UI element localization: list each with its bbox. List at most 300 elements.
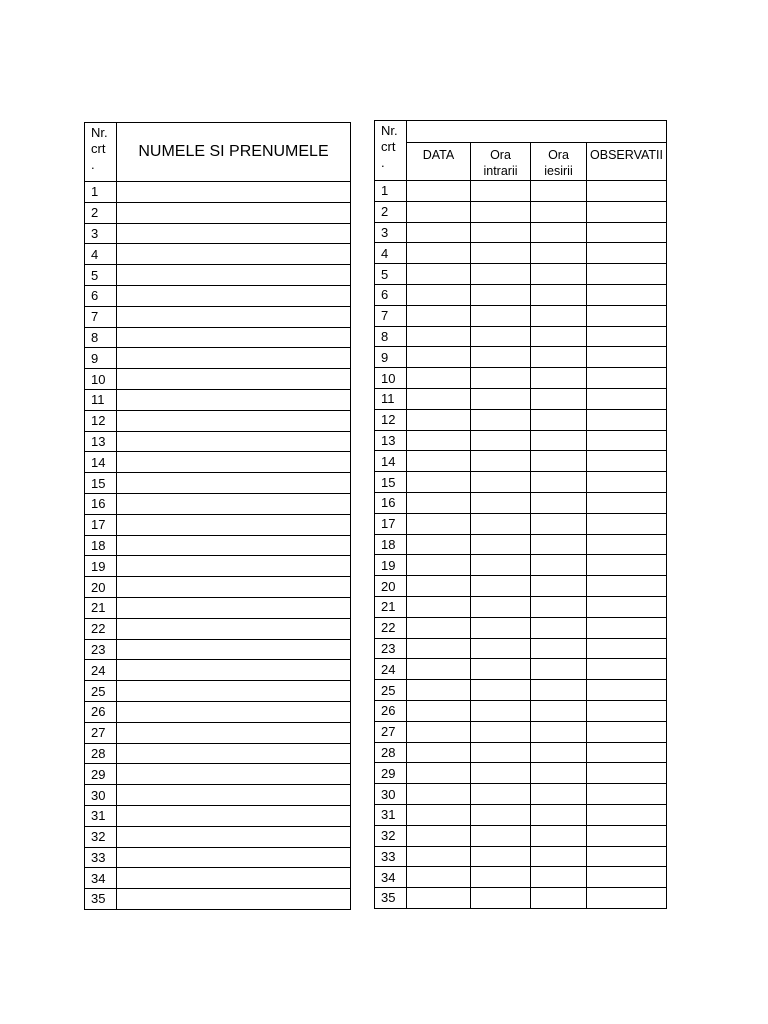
exit-time-cell[interactable] [531,388,587,409]
observations-cell[interactable] [587,409,667,430]
table-row [375,368,667,389]
table-row [85,473,351,494]
row-number: 31 [85,805,117,826]
table-row [375,534,667,555]
row-number: 32 [85,826,117,847]
date-cell[interactable] [407,368,471,389]
row-number: 20 [375,576,407,597]
name-cell[interactable] [117,182,351,203]
name-cell[interactable] [117,660,351,681]
row-number: 5 [85,265,117,286]
row-number: 24 [375,659,407,680]
observations-cell[interactable] [587,347,667,368]
entry-time-cell[interactable] [471,181,531,202]
exit-time-cell[interactable] [531,409,587,430]
exit-time-cell[interactable] [531,846,587,867]
row-number: 1 [375,181,407,202]
exit-time-cell[interactable] [531,347,587,368]
name-cell[interactable] [117,743,351,764]
date-cell[interactable] [407,181,471,202]
name-cell[interactable] [117,410,351,431]
name-cell[interactable] [117,764,351,785]
table-row [85,639,351,660]
date-cell[interactable] [407,430,471,451]
entry-time-cell[interactable] [471,513,531,534]
table-row [375,201,667,222]
row-number: 21 [375,596,407,617]
observations-cell[interactable] [587,492,667,513]
row-number: 27 [375,721,407,742]
table-row [85,202,351,223]
exit-time-cell[interactable] [531,617,587,638]
observations-cell[interactable] [587,638,667,659]
row-number: 13 [85,431,117,452]
name-cell[interactable] [117,681,351,702]
nr-crt-header-line: Nr. [91,125,108,140]
table-row [85,805,351,826]
table-row [85,306,351,327]
table-row [85,431,351,452]
row-number: 4 [375,243,407,264]
table-row [375,305,667,326]
date-cell[interactable] [407,867,471,888]
name-cell[interactable] [117,265,351,286]
entry-time-cell[interactable] [471,659,531,680]
exit-time-cell[interactable] [531,784,587,805]
row-number: 17 [85,514,117,535]
table-row [375,596,667,617]
exit-time-cell[interactable] [531,867,587,888]
table-row [375,576,667,597]
nr-crt-header [375,121,407,181]
row-number: 33 [85,847,117,868]
date-cell[interactable] [407,804,471,825]
row-number: 19 [375,555,407,576]
table-row [375,492,667,513]
name-cell[interactable] [117,868,351,889]
name-cell[interactable] [117,493,351,514]
table-row [85,244,351,265]
table-row [375,784,667,805]
entry-time-cell[interactable] [471,596,531,617]
table-row [375,555,667,576]
table-row [375,846,667,867]
row-number: 29 [375,763,407,784]
entry-time-cell[interactable] [471,243,531,264]
table-row [85,182,351,203]
exit-time-cell[interactable] [531,305,587,326]
exit-time-cell[interactable] [531,596,587,617]
table-row [375,388,667,409]
table-row [85,452,351,473]
exit-time-cell[interactable] [531,513,587,534]
date-cell[interactable] [407,243,471,264]
date-cell[interactable] [407,721,471,742]
name-cell[interactable] [117,389,351,410]
table-row [375,243,667,264]
exit-time-cell[interactable] [531,659,587,680]
exit-time-cell[interactable] [531,638,587,659]
table-row [375,763,667,784]
date-cell[interactable] [407,264,471,285]
entry-time-cell[interactable] [471,846,531,867]
column-header [531,143,587,181]
name-cell[interactable] [117,577,351,598]
name-cell[interactable] [117,306,351,327]
exit-time-cell[interactable] [531,201,587,222]
observations-cell[interactable] [587,721,667,742]
row-number: 10 [85,369,117,390]
name-column-header: NUMELE SI PRENUMELE [117,123,351,182]
observations-cell[interactable] [587,368,667,389]
entry-time-cell[interactable] [471,326,531,347]
date-cell[interactable] [407,472,471,493]
table-row [85,493,351,514]
entry-time-cell[interactable] [471,201,531,222]
nr-crt-header-line: . [381,155,385,170]
table-row [85,743,351,764]
exit-time-cell[interactable] [531,181,587,202]
observations-cell[interactable] [587,451,667,472]
row-number: 26 [375,700,407,721]
entry-time-cell[interactable] [471,305,531,326]
row-number: 20 [85,577,117,598]
row-number: 9 [85,348,117,369]
nr-crt-header-line: crt [381,139,396,154]
date-cell[interactable] [407,742,471,763]
exit-time-cell[interactable] [531,534,587,555]
table-row [85,223,351,244]
date-cell[interactable] [407,763,471,784]
observations-cell[interactable] [587,576,667,597]
name-cell[interactable] [117,514,351,535]
date-cell[interactable] [407,680,471,701]
row-number: 3 [85,223,117,244]
exit-time-cell[interactable] [531,742,587,763]
column-header-line: DATA [422,148,455,162]
row-number: 17 [375,513,407,534]
row-number: 30 [85,785,117,806]
exit-time-cell[interactable] [531,222,587,243]
table-row [375,472,667,493]
row-number: 25 [375,680,407,701]
exit-time-cell[interactable] [531,264,587,285]
observations-cell[interactable] [587,804,667,825]
column-header [407,143,471,181]
entry-time-cell[interactable] [471,784,531,805]
row-number: 2 [85,202,117,223]
row-number: 4 [85,244,117,265]
date-cell[interactable] [407,388,471,409]
table-row [85,722,351,743]
exit-time-cell[interactable] [531,492,587,513]
observations-cell[interactable] [587,867,667,888]
date-cell[interactable] [407,347,471,368]
exit-time-cell[interactable] [531,680,587,701]
table-row [375,700,667,721]
entry-time-cell[interactable] [471,638,531,659]
observations-cell[interactable] [587,700,667,721]
entry-time-cell[interactable] [471,492,531,513]
entry-time-cell[interactable] [471,472,531,493]
row-number: 11 [375,388,407,409]
table-row [375,181,667,202]
name-cell[interactable] [117,223,351,244]
date-cell[interactable] [407,492,471,513]
entry-time-cell[interactable] [471,804,531,825]
observations-cell[interactable] [587,264,667,285]
date-cell[interactable] [407,305,471,326]
column-header-line: intrarii [483,164,518,178]
observations-cell[interactable] [587,326,667,347]
exit-time-cell[interactable] [531,243,587,264]
date-cell[interactable] [407,201,471,222]
observations-cell[interactable] [587,617,667,638]
row-number: 10 [375,368,407,389]
date-cell[interactable] [407,555,471,576]
row-number: 6 [85,285,117,306]
nr-crt-header-line: crt [91,141,106,156]
name-cell[interactable] [117,618,351,639]
row-number: 1 [85,182,117,203]
name-cell[interactable] [117,369,351,390]
entry-time-cell[interactable] [471,721,531,742]
observations-cell[interactable] [587,284,667,305]
table-row [85,577,351,598]
table-row [85,681,351,702]
row-number: 35 [85,889,117,910]
row-number: 7 [85,306,117,327]
entry-time-cell[interactable] [471,388,531,409]
table-row [375,409,667,430]
times-table-body [375,181,667,909]
observations-cell[interactable] [587,222,667,243]
row-number: 14 [85,452,117,473]
exit-time-cell[interactable] [531,888,587,909]
row-number: 24 [85,660,117,681]
name-cell[interactable] [117,701,351,722]
date-cell[interactable] [407,576,471,597]
date-cell[interactable] [407,284,471,305]
date-cell[interactable] [407,784,471,805]
date-cell[interactable] [407,825,471,846]
date-cell[interactable] [407,700,471,721]
entry-time-cell[interactable] [471,576,531,597]
observations-cell[interactable] [587,846,667,867]
row-number: 26 [85,701,117,722]
name-cell[interactable] [117,473,351,494]
entry-time-cell[interactable] [471,617,531,638]
name-cell[interactable] [117,244,351,265]
observations-cell[interactable] [587,680,667,701]
attendance-names-table [84,122,351,910]
table-row [85,889,351,910]
column-header-line: OBSERVATII [590,148,663,162]
table-row [85,369,351,390]
observations-cell[interactable] [587,555,667,576]
table-row [375,264,667,285]
row-number: 29 [85,764,117,785]
date-cell[interactable] [407,222,471,243]
row-number: 13 [375,430,407,451]
table-row [85,535,351,556]
table-row [375,659,667,680]
entry-time-cell[interactable] [471,680,531,701]
date-cell[interactable] [407,888,471,909]
row-number: 30 [375,784,407,805]
observations-cell[interactable] [587,513,667,534]
name-cell[interactable] [117,889,351,910]
row-number: 3 [375,222,407,243]
exit-time-cell[interactable] [531,700,587,721]
table-row [375,888,667,909]
row-number: 34 [85,868,117,889]
name-cell[interactable] [117,847,351,868]
name-cell[interactable] [117,535,351,556]
row-number: 34 [375,867,407,888]
table-row [375,513,667,534]
exit-time-cell[interactable] [531,368,587,389]
observations-cell[interactable] [587,243,667,264]
entry-time-cell[interactable] [471,284,531,305]
name-cell[interactable] [117,597,351,618]
table-row [375,867,667,888]
name-cell[interactable] [117,556,351,577]
name-cell[interactable] [117,785,351,806]
table-row [85,660,351,681]
name-cell[interactable] [117,805,351,826]
column-header-line: Ora [548,148,569,162]
name-cell[interactable] [117,431,351,452]
entry-time-cell[interactable] [471,264,531,285]
exit-time-cell[interactable] [531,430,587,451]
column-header-line: Ora [490,148,511,162]
observations-cell[interactable] [587,181,667,202]
exit-time-cell[interactable] [531,804,587,825]
table-row [85,764,351,785]
name-cell[interactable] [117,722,351,743]
date-cell[interactable] [407,409,471,430]
table-row [375,430,667,451]
date-cell[interactable] [407,451,471,472]
entry-time-cell[interactable] [471,534,531,555]
row-number: 31 [375,804,407,825]
table-row [85,618,351,639]
date-cell[interactable] [407,513,471,534]
observations-cell[interactable] [587,534,667,555]
date-cell[interactable] [407,638,471,659]
date-cell[interactable] [407,617,471,638]
entry-time-cell[interactable] [471,825,531,846]
observations-cell[interactable] [587,472,667,493]
name-cell[interactable] [117,202,351,223]
date-cell[interactable] [407,659,471,680]
entry-time-cell[interactable] [471,867,531,888]
table-row [85,847,351,868]
observations-cell[interactable] [587,825,667,846]
names-table-body [85,182,351,910]
entry-time-cell[interactable] [471,430,531,451]
row-number: 27 [85,722,117,743]
row-number: 16 [375,492,407,513]
exit-time-cell[interactable] [531,326,587,347]
date-cell[interactable] [407,846,471,867]
entry-time-cell[interactable] [471,347,531,368]
entry-time-cell[interactable] [471,888,531,909]
row-number: 12 [375,409,407,430]
table-row [375,721,667,742]
table-row [375,825,667,846]
observations-cell[interactable] [587,201,667,222]
observations-cell[interactable] [587,305,667,326]
row-number: 9 [375,347,407,368]
entry-time-cell[interactable] [471,742,531,763]
date-cell[interactable] [407,534,471,555]
observations-cell[interactable] [587,784,667,805]
column-header [587,143,667,181]
name-cell[interactable] [117,327,351,348]
name-cell[interactable] [117,285,351,306]
observations-cell[interactable] [587,596,667,617]
table-row [375,638,667,659]
merged-header-cell [407,121,667,143]
entry-time-cell[interactable] [471,763,531,784]
entry-time-cell[interactable] [471,368,531,389]
observations-cell[interactable] [587,430,667,451]
row-number: 25 [85,681,117,702]
row-number: 23 [85,639,117,660]
entry-time-cell[interactable] [471,555,531,576]
exit-time-cell[interactable] [531,763,587,784]
observations-cell[interactable] [587,659,667,680]
row-number: 15 [375,472,407,493]
table-row [85,285,351,306]
observations-cell[interactable] [587,763,667,784]
table-row [85,327,351,348]
column-header-line: iesirii [544,164,573,178]
date-cell[interactable] [407,326,471,347]
name-cell[interactable] [117,348,351,369]
nr-crt-header-line: Nr. [381,123,398,138]
exit-time-cell[interactable] [531,284,587,305]
table-row [85,556,351,577]
row-number: 18 [375,534,407,555]
exit-time-cell[interactable] [531,555,587,576]
exit-time-cell[interactable] [531,825,587,846]
name-cell[interactable] [117,639,351,660]
row-number: 28 [375,742,407,763]
date-cell[interactable] [407,596,471,617]
exit-time-cell[interactable] [531,576,587,597]
table-row [85,389,351,410]
table-row [85,868,351,889]
exit-time-cell[interactable] [531,451,587,472]
row-number: 16 [85,493,117,514]
exit-time-cell[interactable] [531,472,587,493]
observations-cell[interactable] [587,388,667,409]
observations-cell[interactable] [587,888,667,909]
entry-time-cell[interactable] [471,409,531,430]
entry-time-cell[interactable] [471,222,531,243]
row-number: 32 [375,825,407,846]
name-cell[interactable] [117,452,351,473]
entry-time-cell[interactable] [471,451,531,472]
name-cell[interactable] [117,826,351,847]
entry-time-cell[interactable] [471,700,531,721]
observations-cell[interactable] [587,742,667,763]
exit-time-cell[interactable] [531,721,587,742]
table-row [375,284,667,305]
